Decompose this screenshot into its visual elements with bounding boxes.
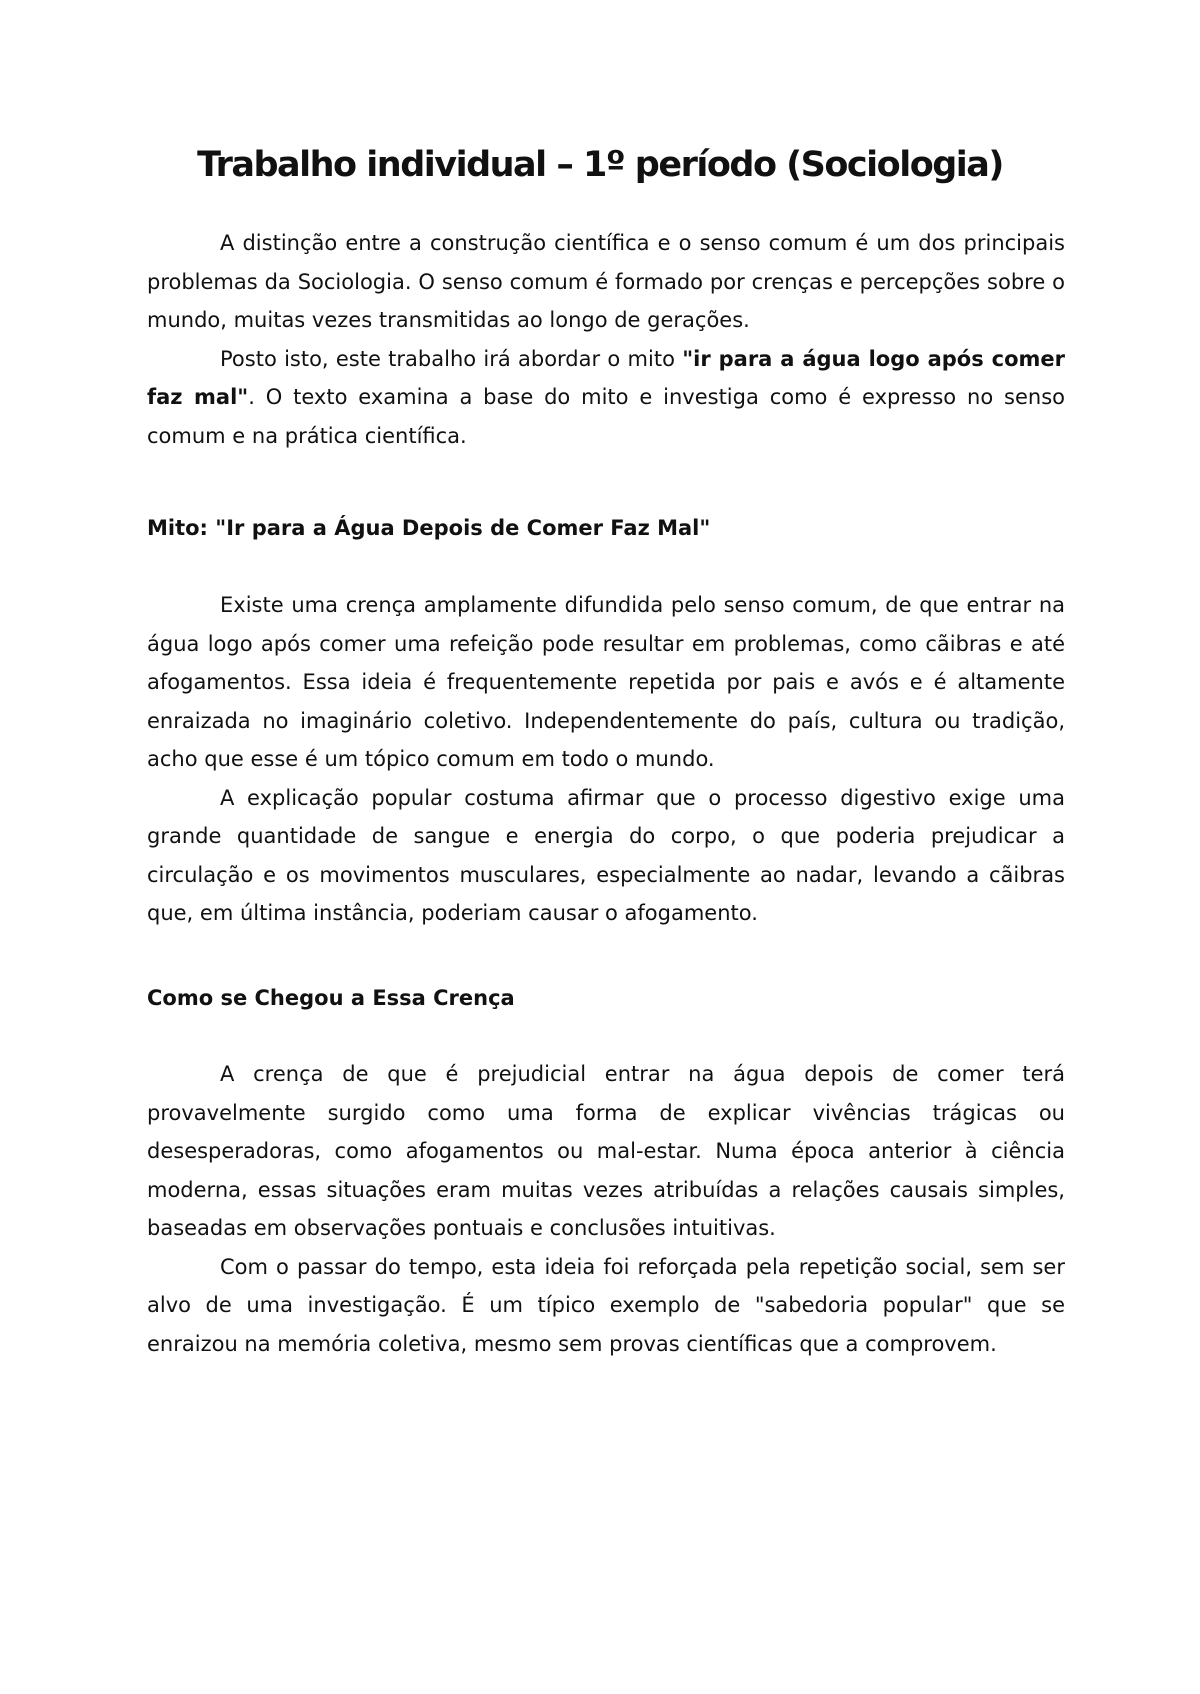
- section-2-body: [147, 1055, 1065, 1363]
- section-1-heading: Mito: "Ir para a Água Depois de Comer Faz Mal": [147, 516, 711, 540]
- section-1-paragraph-1: Existe uma crença amplamente difundida pelo senso comum, de que entrar na água logo após comer uma refeição pode resultar em problemas, como cãibras e até afogamentos. Essa ideia é frequentemente repetida por pais e avós e é altamente enraizada no imaginário coletivo. Independentemente do país, cultura ou tradição, acho que esse é um tópico comum em todo o mundo.: [147, 593, 1065, 771]
- section-2-paragraph-1: A crença de que é prejudicial entrar na água depois de comer terá provavelmente surgido como uma forma de explicar vivências trágicas ou desesperadoras, como afogamentos ou mal-estar. Numa época anterior à ciência moderna, essas situações eram muitas vezes atribuídas a relações causais simples, baseadas em observações pontuais e conclusões intuitivas.: [147, 1062, 1065, 1240]
- document-title: Trabalho individual – 1º período (Sociologia): [197, 145, 1003, 185]
- intro-section: [147, 224, 1065, 455]
- intro-paragraph-2: [147, 340, 1065, 456]
- section-2-heading: Como se Chegou a Essa Crença: [147, 986, 515, 1010]
- section-1-body: [147, 586, 1065, 933]
- intro-paragraph-2-end: . O texto examina a base do mito e investiga como é expresso no senso comum e na prática científica.: [147, 385, 1065, 448]
- intro-paragraph-1: A distinção entre a construção científica e o senso comum é um dos principais problemas da Sociologia. O senso comum é formado por crenças e percepções sobre o mundo, muitas vezes transmitidas ao longo de gerações.: [147, 231, 1065, 332]
- myth-quote: "ir para a água logo após comer faz mal": [147, 346, 1065, 409]
- intro-paragraph-2-start: Posto isto, este trabalho irá abordar o mito: [220, 346, 683, 371]
- section-2-paragraph-2: Com o passar do tempo, esta ideia foi reforçada pela repetição social, sem ser alvo de uma investigação. É um típico exemplo de "sabedoria popular" que se enraizou na memória coletiva, mesmo sem provas científicas que a comprovem.: [147, 1254, 1065, 1356]
- section-1-paragraph-2: A explicação popular costuma afirmar que o processo digestivo exige uma grande quantidade de sangue e energia do corpo, o que poderia prejudicar a circulação e os movimentos musculares, especialmente ao nadar, levando a cãibras que, em última instância, poderiam causar o afogamento.: [147, 785, 1065, 925]
